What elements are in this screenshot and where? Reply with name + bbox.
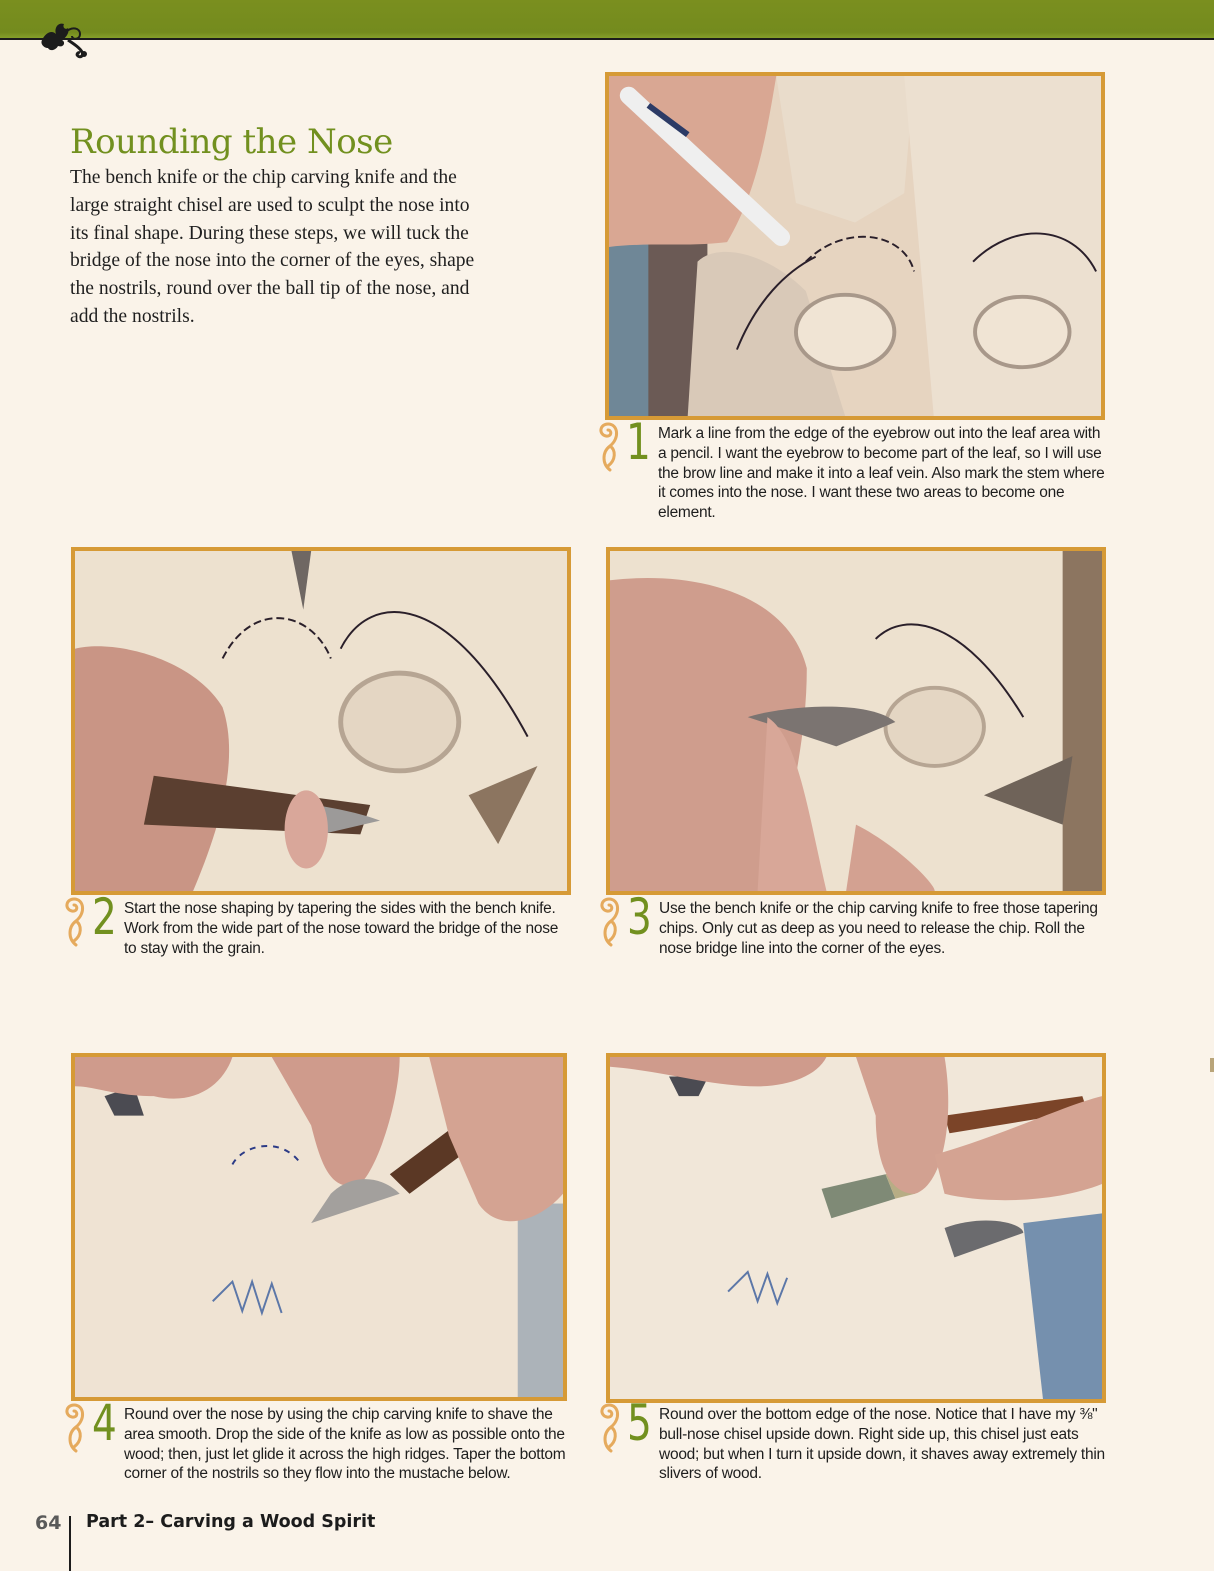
step-number: 3: [627, 888, 652, 946]
step-1: [596, 413, 1108, 530]
swirl-ornament-icon: [596, 420, 624, 476]
leaf-flourish-icon: [38, 18, 94, 60]
step-number: 2: [92, 888, 117, 946]
step-4: [62, 1394, 574, 1511]
step-number: 4: [92, 1394, 117, 1452]
step-caption: Round over the nose by using the chip carving knife to shave the area smooth. Drop the side of the knife as low as possible onto the wood; then, just let glide it across the high ridges. Taper the bottom corner of the nostrils so they flow into the mustache below.: [124, 1406, 566, 1483]
swirl-ornament-icon: [597, 1401, 625, 1457]
step-3: [597, 888, 1109, 975]
step-caption: Use the bench knife or the chip carving knife to free those tapering chips. Only cut as deep as you need to release the chip. Roll the nose bridge line into the corner of the eyes.: [659, 900, 1098, 957]
swirl-ornament-icon: [62, 1401, 90, 1457]
step-4-photo: [71, 1053, 567, 1401]
step-caption: Round over the bottom edge of the nose. Notice that I have my ⅜" bull-nose chisel upside down. Right side up, this chisel just eats wood; but when I turn it upside down, it shaves away extremely thin slivers of wood.: [659, 1406, 1105, 1483]
section-title: Rounding the Nose: [70, 122, 393, 162]
page-number: 64: [35, 1512, 62, 1534]
swirl-ornament-icon: [597, 895, 625, 951]
step-2-photo: [71, 547, 571, 895]
step-caption: Start the nose shaping by tapering the sides with the bench knife. Work from the wide part of the nose toward the bridge of the nose to stay with the grain.: [124, 900, 559, 957]
step-number: 1: [626, 413, 651, 471]
page-edge-mark: [1210, 1058, 1214, 1072]
footer-divider: [69, 1516, 71, 1571]
running-title: Part 2– Carving a Wood Spirit: [86, 1512, 376, 1532]
step-caption: Mark a line from the edge of the eyebrow out into the leaf area with a pencil. I want the eyebrow to become part of the leaf, so I will use the brow line and make it into a leaf vein. Also mark the stem where it comes into the nose. I want these two areas to become one element.: [658, 425, 1105, 522]
step-number: 5: [627, 1394, 652, 1452]
step-1-photo: [605, 72, 1105, 420]
step-5-photo: [606, 1053, 1106, 1403]
step-2: [62, 888, 574, 975]
step-3-photo: [606, 547, 1106, 895]
intro-paragraph: The bench knife or the chip carving knife and the large straight chisel are used to sculpt the nose into its final shape. During these steps, we will tuck the bridge of the nose into the corner of the eyes, shape the nostrils, round over the ball tip of the nose, and add the nostrils.: [70, 167, 475, 327]
step-5: [597, 1394, 1109, 1501]
header-bar: [0, 0, 1214, 40]
swirl-ornament-icon: [62, 895, 90, 951]
